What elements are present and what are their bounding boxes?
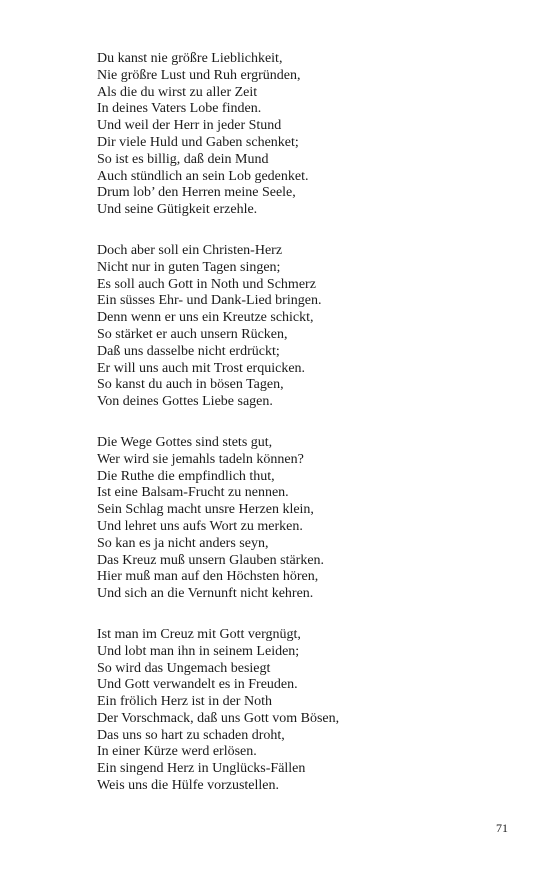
- stanza-2: [97, 243, 517, 411]
- poem-line: Denn wenn er uns ein Kreutze schickt,: [97, 310, 314, 326]
- poem: [97, 51, 517, 819]
- poem-line: Sein Schlag macht unsre Herzen klein,: [97, 502, 314, 518]
- poem-line: Und lehret uns aufs Wort zu merken.: [97, 518, 303, 534]
- poem-line: Und lobt man ihn in seinem Leiden;: [97, 643, 300, 659]
- page-number: 71: [496, 821, 508, 835]
- stanza-4: [97, 627, 517, 795]
- poem-line: In deines Vaters Lobe finden.: [97, 101, 262, 117]
- poem-line: Ist man im Creuz mit Gott vergnügt,: [97, 626, 301, 642]
- poem-line: Ein süsses Ehr- und Dank-Lied bringen.: [97, 293, 322, 309]
- poem-line: So wird das Ungemach besiegt: [97, 660, 271, 676]
- poem-line: Das uns so hart zu schaden droht,: [97, 727, 285, 743]
- poem-line: Die Ruthe die empfindlich thut,: [97, 468, 275, 484]
- poem-line: Als die du wirst zu aller Zeit: [97, 84, 258, 100]
- poem-line: Ein singend Herz in Unglücks-Fällen: [97, 761, 306, 777]
- poem-line: Nicht nur in guten Tagen singen;: [97, 259, 281, 275]
- poem-line: Dir viele Huld und Gaben schenket;: [97, 134, 299, 150]
- poem-line: Und seine Gütigkeit erzehle.: [97, 202, 258, 218]
- poem-line: Ist eine Balsam-Frucht zu nennen.: [97, 485, 289, 501]
- poem-line: Auch stündlich an sein Lob gedenket.: [97, 168, 309, 184]
- poem-line: Drum lob’ den Herren meine Seele,: [97, 185, 296, 201]
- poem-line: So kan es ja nicht anders seyn,: [97, 535, 269, 551]
- poem-line: Und weil der Herr in jeder Stund: [97, 118, 282, 134]
- poem-line: Nie größre Lust und Ruh ergründen,: [97, 67, 301, 83]
- poem-line: Es soll auch Gott in Noth und Schmerz: [97, 276, 316, 292]
- poem-line: Du kanst nie größre Lieblichkeit,: [97, 51, 283, 66]
- poem-line: In einer Kürze werd erlösen.: [97, 744, 257, 760]
- poem-line: Er will uns auch mit Trost erquicken.: [97, 360, 306, 376]
- poem-line: Und Gott verwandelt es in Freuden.: [97, 677, 298, 693]
- stanza-3: [97, 435, 517, 603]
- poem-line: Doch aber soll ein Christen-Herz: [97, 242, 283, 258]
- poem-line: Weis uns die Hülfe vorzustellen.: [97, 778, 279, 794]
- poem-line: Von deines Gottes Liebe sagen.: [97, 394, 273, 410]
- poem-line: Und sich an die Vernunft nicht kehren.: [97, 586, 314, 602]
- poem-line: Wer wird sie jemahls tadeln können?: [97, 451, 304, 467]
- poem-line: Der Vorschmack, daß uns Gott vom Bösen,: [97, 710, 340, 726]
- stanza-1: [97, 51, 517, 219]
- poem-line: Das Kreuz muß unsern Glauben stärken.: [97, 552, 325, 568]
- poem-line: Die Wege Gottes sind stets gut,: [97, 434, 273, 450]
- poem-line: Ein frölich Herz ist in der Noth: [97, 694, 272, 710]
- poem-line: Daß uns dasselbe nicht erdrückt;: [97, 343, 280, 359]
- poem-line: So kanst du auch in bösen Tagen,: [97, 377, 284, 393]
- poem-line: So ist es billig, daß dein Mund: [97, 151, 269, 167]
- poem-line: Hier muß man auf den Höchsten hören,: [97, 569, 319, 585]
- poem-line: So stärket er auch unsern Rücken,: [97, 326, 288, 342]
